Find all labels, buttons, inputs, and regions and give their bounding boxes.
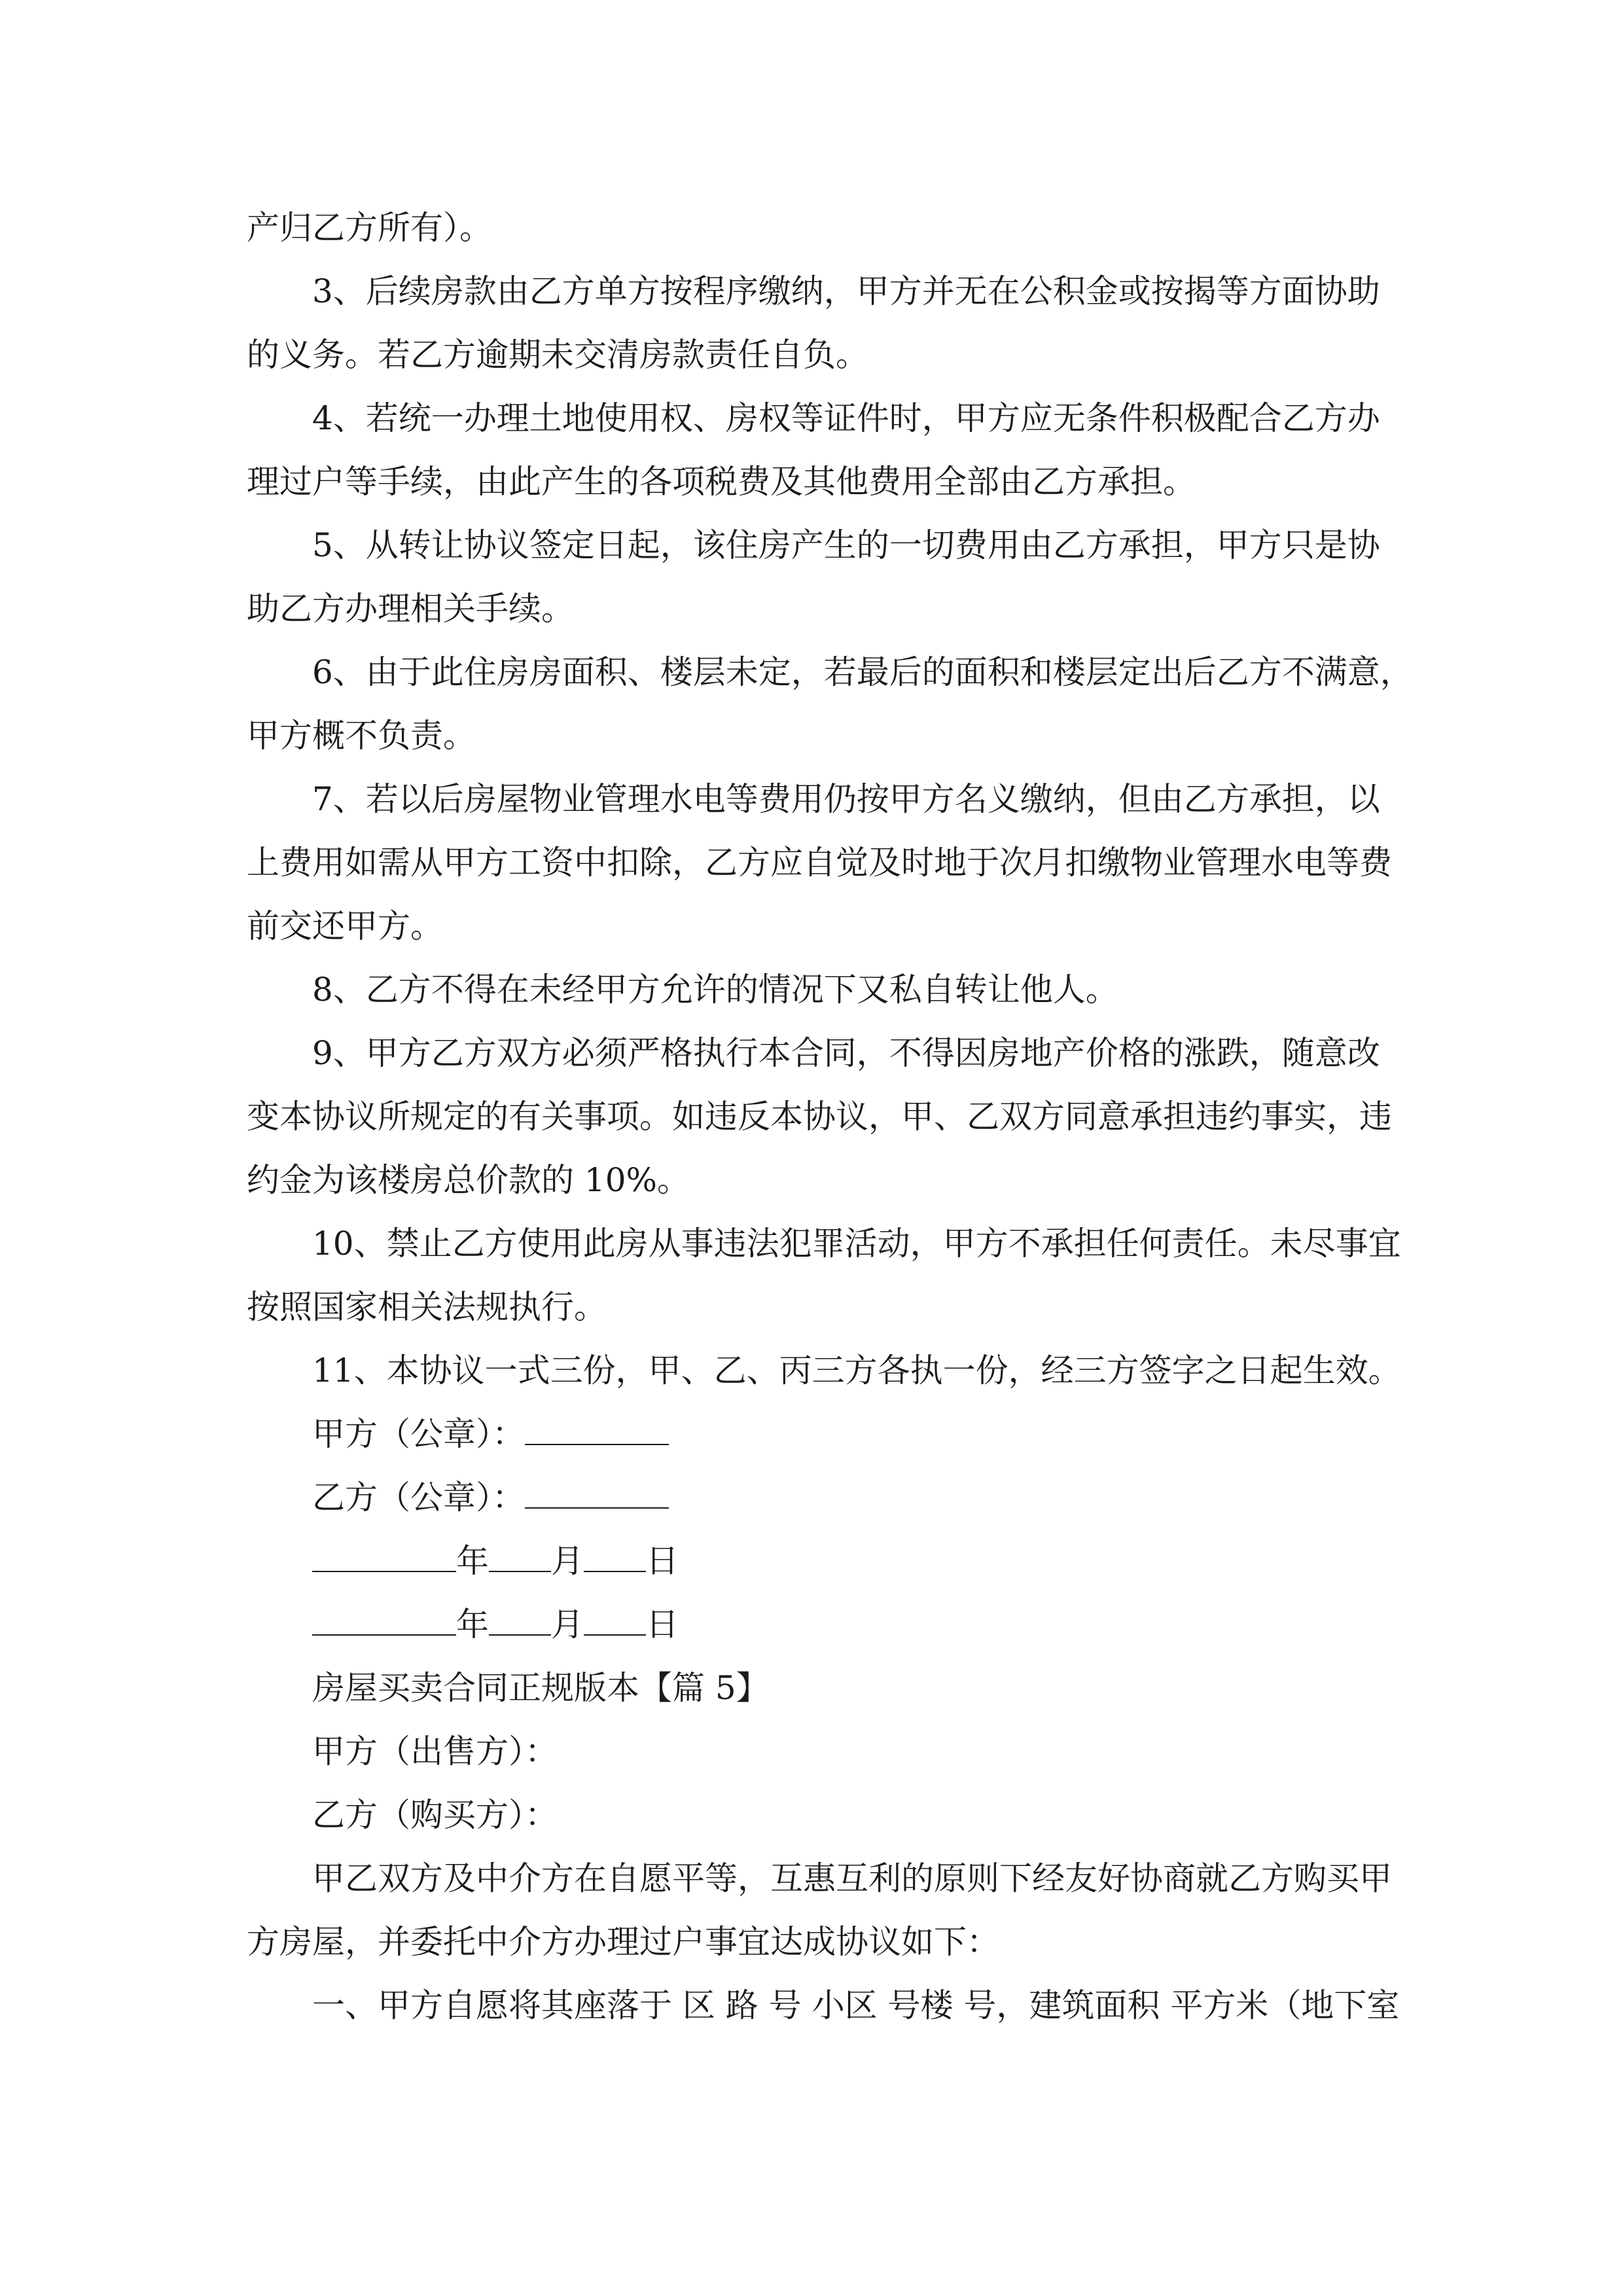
buyer-line: 乙方（购买方）： [312,1796,558,1834]
clause-8-line-1: 8、乙方不得在未经甲方允许的情况下又私自转让他人。 [312,971,1118,1009]
day-label: 日 [646,1605,679,1643]
signature-party-a-label: 甲方（公章）： [312,1415,525,1453]
signature-party-a-blank [525,1410,669,1445]
date-line-2 [247,1593,1379,1657]
clause-11-line-1: 11、本协议一式三份，甲、乙、丙三方各执一份，经三方签字之日起生效。 [312,1352,1401,1390]
clause-6-line-2: 甲方概不负责。 [247,717,476,755]
clause-5-line-2: 助乙方办理相关手续。 [247,590,574,628]
year-label: 年 [456,1605,489,1643]
signature-party-b-blank [525,1473,669,1509]
year-blank [312,1600,456,1636]
clause-7-line-3: 前交还甲方。 [247,907,443,945]
year-label: 年 [456,1542,489,1580]
article-1-line-1: 一、甲方自愿将其座落于 区 路 号 小区 号楼 号，建筑面积 平方米（地下室 [312,1986,1400,2024]
intro-line-1: 甲乙双方及中介方在自愿平等，互惠互利的原则下经友好协商就乙方购买甲 [312,1859,1392,1897]
clause-3-line-1: 3、后续房款由乙方单方按程序缴纳，甲方并无在公积金或按揭等方面协助 [312,272,1380,310]
clause-3-line-2: 的义务。若乙方逾期未交清房款责任自负。 [247,336,868,374]
clause-7-line-2: 上费用如需从甲方工资中扣除，乙方应自觉及时地于次月扣缴物业管理水电等费 [247,844,1392,882]
day-blank [584,1600,646,1636]
year-blank [312,1537,456,1572]
seller-line: 甲方（出售方）： [312,1732,558,1770]
date-line-1 [247,1530,1379,1593]
clause-9-line-2: 变本协议所规定的有关事项。如违反本协议，甲、乙双方同意承担违约事实，违 [247,1098,1392,1136]
signature-party-b [247,1466,1379,1530]
signature-party-a [247,1403,1379,1466]
clause-6-line-1: 6、由于此住房房面积、楼层未定，若最后的面积和楼层定出后乙方不满意， [312,653,1413,691]
signature-party-b-label: 乙方（公章）： [312,1479,525,1516]
intro-line-2: 方房屋，并委托中介方办理过户事宜达成协议如下： [247,1923,999,1961]
section-title: 房屋买卖合同正规版本【篇 5】 [312,1669,769,1707]
clause-4-line-2: 理过户等手续，由此产生的各项税费及其他费用全部由乙方承担。 [247,463,1196,501]
clause-10-line-2: 按照国家相关法规执行。 [247,1288,607,1326]
paragraph-line: 产归乙方所有）。 [247,209,492,247]
month-label: 月 [551,1605,584,1643]
clause-9-line-3: 约金为该楼房总价款的 10%。 [247,1161,690,1199]
document-body [247,196,1413,2037]
clause-10-line-1: 10、禁止乙方使用此房从事违法犯罪活动，甲方不承担任何责任。未尽事宜 [312,1225,1401,1263]
day-label: 日 [646,1542,679,1580]
clause-7-line-1: 7、若以后房屋物业管理水电等费用仍按甲方名义缴纳，但由乙方承担，以 [312,780,1380,818]
day-blank [584,1537,646,1572]
month-blank [489,1537,551,1572]
month-blank [489,1600,551,1636]
clause-4-line-1: 4、若统一办理土地使用权、房权等证件时，甲方应无条件积极配合乙方办 [312,399,1380,437]
month-label: 月 [551,1542,584,1580]
clause-9-line-1: 9、甲方乙方双方必须严格执行本合同，不得因房地产价格的涨跌，随意改 [312,1034,1380,1072]
clause-5-line-1: 5、从转让协议签定日起，该住房产生的一切费用由乙方承担，甲方只是协 [312,526,1380,564]
